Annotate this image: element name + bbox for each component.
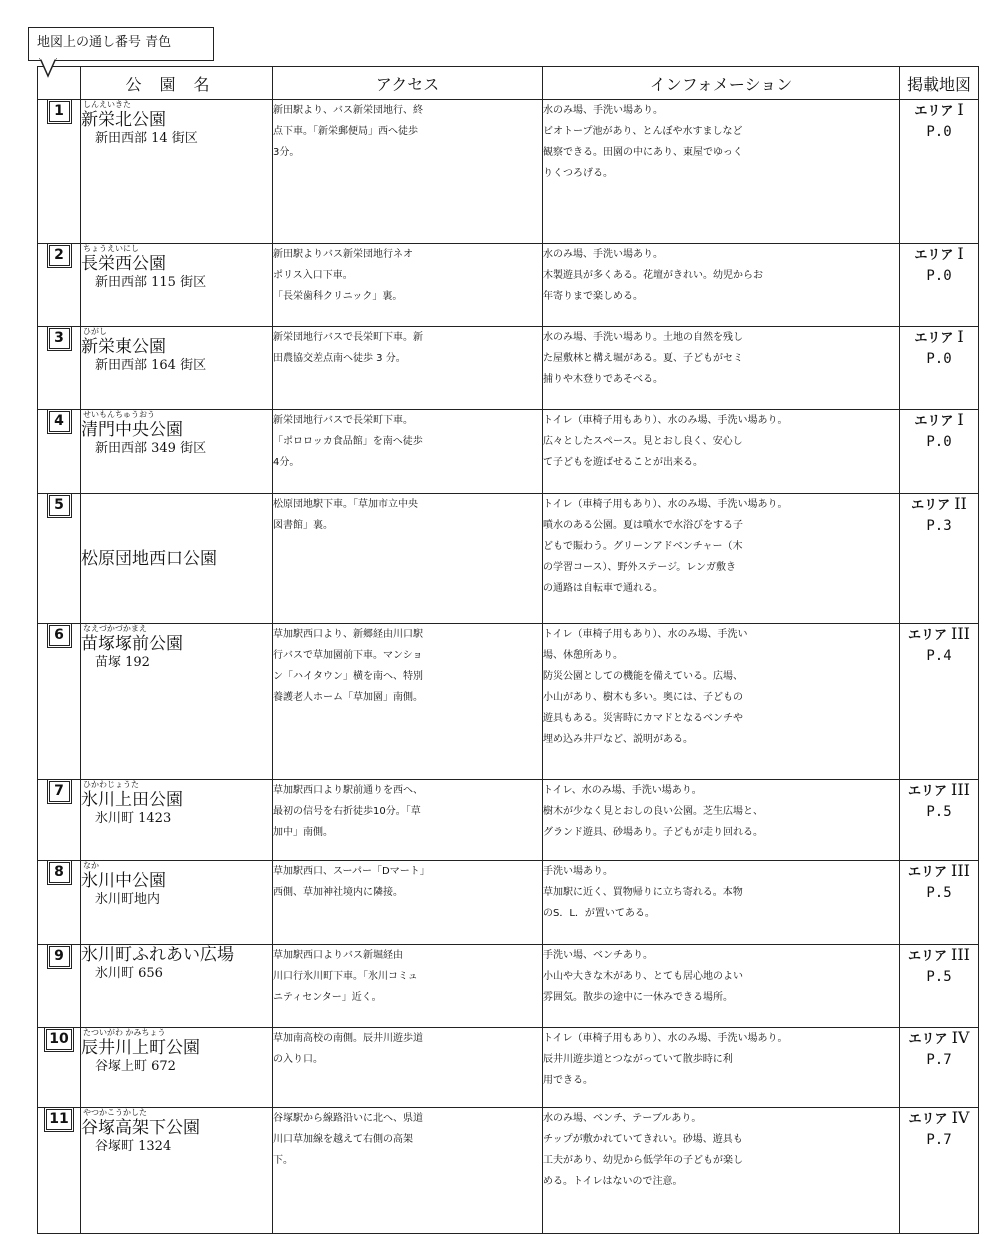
info-cell xyxy=(543,327,900,410)
map-page: P.5 xyxy=(926,885,952,901)
info-line: の学習コース）、野外ステージ。レンガ敷き xyxy=(543,562,737,573)
access-line: 川口行氷川町下車。「氷川コミュ xyxy=(273,971,418,982)
park-name-reading: なえづかづかまえ xyxy=(83,624,147,633)
table-header-row xyxy=(38,67,979,100)
map-number-cell xyxy=(38,945,81,1028)
map-number-badge: 2 xyxy=(49,245,70,266)
info-line: トイレ（車椅子用もあり）、水のみ場、手洗い場あり。 xyxy=(543,415,788,426)
park-name-reading: ちょうえいにし xyxy=(83,244,139,253)
map-number-cell xyxy=(38,861,81,945)
park-address: 新田西部 115 街区 xyxy=(95,275,207,290)
map-number-cell xyxy=(38,244,81,327)
area-label: エリア xyxy=(914,414,954,429)
info-line: て子どもを遊ばせることが出来る。 xyxy=(543,457,703,468)
access-line: 草加駅西口よりバス新堀経由 xyxy=(273,950,403,961)
info-cell xyxy=(543,410,900,494)
table-row xyxy=(38,624,979,780)
info-cell xyxy=(543,244,900,327)
map-number-cell xyxy=(38,100,81,244)
info-line: りくつろげる。 xyxy=(543,168,613,179)
access-line: 草加南高校の南側。辰井川遊歩道 xyxy=(273,1033,423,1044)
info-line: チップが敷かれていてきれい。砂場、遊具も xyxy=(543,1134,743,1145)
access-line: ニティセンター」近く。 xyxy=(273,992,382,1003)
map-page: P.7 xyxy=(926,1132,952,1148)
map-number-badge: 11 xyxy=(46,1109,71,1130)
park-name-cell xyxy=(81,244,273,327)
area-label: エリア xyxy=(914,331,954,346)
area-number: I xyxy=(957,327,964,346)
info-line: ビオトープ池があり、とんぼや水すましなど xyxy=(543,126,743,137)
park-name-cell xyxy=(81,327,273,410)
map-number-cell xyxy=(38,327,81,410)
access-line: 草加駅西口より駅前通りを西へ、 xyxy=(273,785,423,796)
park-address: 苗塚 192 xyxy=(95,655,150,670)
area-number: III xyxy=(951,861,970,880)
info-cell xyxy=(543,945,900,1028)
info-line: 年寄りまで楽しめる。 xyxy=(543,291,643,302)
area-number: III xyxy=(951,624,970,643)
access-line: ン「ハイタウン」横を南へ、特別 xyxy=(273,671,423,682)
map-page: P.0 xyxy=(926,268,952,284)
map-page: P.5 xyxy=(926,804,952,820)
header-access: アクセス xyxy=(273,67,543,100)
park-name-cell xyxy=(81,410,273,494)
map-number-badge: 9 xyxy=(49,946,70,967)
info-line: 広々としたスペース。見とおし良く、安心し xyxy=(543,436,743,447)
area-label: エリア xyxy=(914,104,954,119)
access-line: 養護老人ホーム「草加園」南側。 xyxy=(273,692,423,703)
map-number-cell xyxy=(38,624,81,780)
park-name: 辰井川上町公園 xyxy=(81,1038,200,1058)
access-line: 川口草加線を越えて右側の高架 xyxy=(273,1134,413,1145)
park-address: 新田西部 349 街区 xyxy=(95,441,207,456)
info-line: める。トイレはないので注意。 xyxy=(543,1176,683,1187)
area-label: エリア xyxy=(911,498,951,513)
park-address: 新田西部 164 街区 xyxy=(95,358,207,373)
map-number-badge: 6 xyxy=(49,625,70,646)
map-number-badge: 8 xyxy=(49,862,70,883)
area-label: エリア xyxy=(908,949,948,964)
info-line: 水のみ場、手洗い場あり。 xyxy=(543,249,663,260)
map-number-cell xyxy=(38,494,81,624)
info-cell xyxy=(543,1108,900,1234)
park-address: 新田西部 14 街区 xyxy=(95,131,198,146)
park-name-reading: ひがし xyxy=(83,327,107,336)
access-cell xyxy=(273,100,543,244)
area-number: IV xyxy=(951,1028,970,1047)
info-line: トイレ（車椅子用もあり）、水のみ場、手洗い xyxy=(543,629,748,640)
access-line: 新田駅より、バス新栄団地行、終 xyxy=(273,105,423,116)
info-line: 水のみ場、手洗い場あり。 xyxy=(543,105,663,116)
access-line: の入り口。 xyxy=(273,1054,323,1065)
park-name-reading: ひかわじょうた xyxy=(83,780,139,789)
map-reference-cell xyxy=(900,861,979,945)
header-information: インフォメーション xyxy=(543,67,900,100)
area-label: エリア xyxy=(908,628,948,643)
park-name: 氷川町ふれあい広場 xyxy=(81,945,234,965)
access-cell xyxy=(273,1108,543,1234)
info-line: た屋敷林と構え堀がある。夏、子どもがセミ xyxy=(543,353,743,364)
access-line: 行バスで草加園前下車。マンショ xyxy=(273,650,423,661)
park-address: 谷塚町 1324 xyxy=(95,1139,172,1154)
map-reference-cell xyxy=(900,410,979,494)
info-cell xyxy=(543,494,900,624)
access-line: 松原団地駅下車。「草加市立中央 xyxy=(273,499,418,510)
callout-label: 地図上の通し番号 青色 xyxy=(37,35,172,50)
info-line: トイレ、水のみ場、手洗い場あり。 xyxy=(543,785,702,796)
info-line: 草加駅に近く、買物帰りに立ち寄れる。本物 xyxy=(543,887,743,898)
map-reference-cell xyxy=(900,1028,979,1108)
access-line: 点下車。「新栄郵便局」西へ徒歩 xyxy=(273,126,418,137)
area-number: IV xyxy=(951,1108,970,1127)
access-line: 加中」南側。 xyxy=(273,827,333,838)
map-page: P.5 xyxy=(926,969,952,985)
header-park-name: 公園名 xyxy=(81,67,273,100)
info-line: 手洗い場あり。 xyxy=(543,866,613,877)
table-row xyxy=(38,861,979,945)
park-name: 新栄東公園 xyxy=(81,337,166,357)
park-address: 谷塚上町 672 xyxy=(95,1059,176,1074)
info-line: 場、休憩所あり。 xyxy=(543,650,623,661)
info-line: 工夫があり、幼児から低学年の子どもが楽し xyxy=(543,1155,743,1166)
area-label: エリア xyxy=(908,784,948,799)
table-row xyxy=(38,494,979,624)
access-line: 西側、草加神社境内に隣接。 xyxy=(273,887,403,898)
info-cell xyxy=(543,861,900,945)
info-line: の通路は自転車で通れる。 xyxy=(543,583,663,594)
area-number: I xyxy=(957,244,964,263)
map-reference-cell xyxy=(900,494,979,624)
info-cell xyxy=(543,624,900,780)
area-number: III xyxy=(951,780,970,799)
access-cell xyxy=(273,1028,543,1108)
map-number-cell xyxy=(38,1028,81,1108)
info-line: 樹木が少なく見とおしの良い公園。芝生広場と、 xyxy=(543,806,763,817)
access-line: 草加駅西口より、新郷経由川口駅 xyxy=(273,629,423,640)
map-page: P.0 xyxy=(926,434,952,450)
info-line: 埋め込み井戸など、説明がある。 xyxy=(543,734,693,745)
map-number-cell xyxy=(38,1108,81,1234)
map-page: P.0 xyxy=(926,124,952,140)
table-row xyxy=(38,244,979,327)
park-name: 苗塚塚前公園 xyxy=(81,634,183,654)
map-page: P.4 xyxy=(926,648,952,664)
map-number-cell xyxy=(38,410,81,494)
map-reference-cell xyxy=(900,327,979,410)
park-name: 松原団地西口公園 xyxy=(81,548,217,569)
map-page: P.3 xyxy=(926,518,952,534)
access-cell xyxy=(273,410,543,494)
header-map: 掲載地図 xyxy=(900,67,979,100)
info-cell xyxy=(543,100,900,244)
info-line: トイレ（車椅子用もあり）、水のみ場、手洗い場あり。 xyxy=(543,499,788,510)
info-line: 水のみ場、ベンチ、テーブルあり。 xyxy=(543,1113,702,1124)
access-cell xyxy=(273,244,543,327)
access-cell xyxy=(273,494,543,624)
access-line: 草加駅西口、スーパー「Dマート」 xyxy=(273,866,430,877)
table-row xyxy=(38,1028,979,1108)
map-reference-cell xyxy=(900,945,979,1028)
park-name-cell xyxy=(81,494,273,624)
park-name: 谷塚高架下公園 xyxy=(81,1118,200,1138)
info-line: 辰井川遊歩道とつながっていて散歩時に利 xyxy=(543,1054,733,1065)
info-line: トイレ（車椅子用もあり）、水のみ場、手洗い場あり。 xyxy=(543,1033,788,1044)
access-cell xyxy=(273,945,543,1028)
park-name-reading: やつかこうかした xyxy=(83,1108,147,1117)
park-address: 氷川町 1423 xyxy=(95,811,172,826)
info-cell xyxy=(543,780,900,861)
park-name-cell xyxy=(81,780,273,861)
info-line: 捕りや木登りであそべる。 xyxy=(543,374,663,385)
table-row xyxy=(38,780,979,861)
info-line: 小山や大きな木があり、とても居心地のよい xyxy=(543,971,743,982)
map-number-badge: 7 xyxy=(49,781,70,802)
access-line: 下。 xyxy=(273,1155,293,1166)
park-table xyxy=(37,66,979,1234)
info-line: 手洗い場、ベンチあり。 xyxy=(543,950,653,961)
area-label: エリア xyxy=(908,865,948,880)
area-number: III xyxy=(951,945,970,964)
map-number-callout xyxy=(28,27,214,61)
map-number-badge: 10 xyxy=(46,1029,71,1050)
access-line: 最初の信号を右折徒歩10分。「草 xyxy=(273,806,421,817)
info-line: 水のみ場、手洗い場あり。土地の自然を残し xyxy=(543,332,743,343)
map-number-badge: 1 xyxy=(49,101,70,122)
access-line: ポリス入口下車。 xyxy=(273,270,353,281)
park-name: 清門中央公園 xyxy=(81,420,183,440)
map-page: P.7 xyxy=(926,1052,952,1068)
park-name-cell xyxy=(81,1108,273,1234)
info-line: 噴水のある公園。夏は噴水で水浴びをする子 xyxy=(543,520,743,531)
park-name-reading: なか xyxy=(83,861,99,870)
info-line: 雰囲気。散歩の途中に一休みできる場所。 xyxy=(543,992,733,1003)
map-reference-cell xyxy=(900,624,979,780)
map-reference-cell xyxy=(900,1108,979,1234)
table-row xyxy=(38,100,979,244)
park-name-cell xyxy=(81,861,273,945)
map-reference-cell xyxy=(900,100,979,244)
area-label: エリア xyxy=(908,1112,948,1127)
area-label: エリア xyxy=(914,248,954,263)
access-line: 新栄団地行バスで長栄町下車。 xyxy=(273,415,413,426)
area-number: I xyxy=(957,100,964,119)
access-cell xyxy=(273,861,543,945)
map-reference-cell xyxy=(900,244,979,327)
area-number: II xyxy=(954,494,967,513)
access-line: 図書館」裏。 xyxy=(273,520,333,531)
area-number: I xyxy=(957,410,964,429)
access-line: 田農協交差点南へ徒歩 3 分。 xyxy=(273,353,406,364)
map-number-badge: 5 xyxy=(49,495,70,516)
info-line: のS．L．が置いてある。 xyxy=(543,908,655,919)
info-line: 用できる。 xyxy=(543,1075,593,1086)
callout-tail-icon xyxy=(38,58,68,78)
access-cell xyxy=(273,624,543,780)
park-name-reading: たついがわ かみちょう xyxy=(83,1028,166,1037)
table-row xyxy=(38,1108,979,1234)
map-number-cell xyxy=(38,780,81,861)
park-name: 氷川中公園 xyxy=(81,871,166,891)
access-line: 4分。 xyxy=(273,457,300,468)
access-cell xyxy=(273,780,543,861)
access-line: 3分。 xyxy=(273,147,300,158)
map-number-badge: 3 xyxy=(49,328,70,349)
access-line: 「ポロロッカ食品館」を南へ徒歩 xyxy=(273,436,423,447)
info-line: どもで賑わう。グリーンアドベンチャー（木 xyxy=(543,541,743,552)
table-row xyxy=(38,410,979,494)
park-name: 氷川上田公園 xyxy=(81,790,183,810)
info-cell xyxy=(543,1028,900,1108)
access-line: 「長栄歯科クリニック」裏。 xyxy=(273,291,403,302)
table-row xyxy=(38,945,979,1028)
access-line: 新田駅よりバス新栄団地行ネオ xyxy=(273,249,413,260)
info-line: グランド遊具、砂場あり。子どもが走り回れる。 xyxy=(543,827,763,838)
info-line: 防災公園としての機能を備えている。広場、 xyxy=(543,671,743,682)
access-cell xyxy=(273,327,543,410)
map-page: P.0 xyxy=(926,351,952,367)
park-address: 氷川町地内 xyxy=(95,892,161,907)
info-line: 遊具もある。災害時にカマドとなるベンチや xyxy=(543,713,743,724)
park-name-cell xyxy=(81,945,273,1028)
map-reference-cell xyxy=(900,780,979,861)
area-label: エリア xyxy=(908,1032,948,1047)
park-name-cell xyxy=(81,624,273,780)
table-row xyxy=(38,327,979,410)
access-line: 新栄団地行バスで長栄町下車。新 xyxy=(273,332,423,343)
park-name-cell xyxy=(81,1028,273,1108)
park-name: 新栄北公園 xyxy=(81,110,166,130)
info-line: 小山があり、樹木も多い。奥には、子どもの xyxy=(543,692,743,703)
park-name: 長栄西公園 xyxy=(81,254,166,274)
info-line: 木製遊具が多くある。花壇がきれい。幼児からお xyxy=(543,270,763,281)
info-line: 観察できる。田園の中にあり、東屋でゆっく xyxy=(543,147,743,158)
park-address: 氷川町 656 xyxy=(95,966,163,981)
map-number-badge: 4 xyxy=(49,411,70,432)
park-name-reading: しんえいきた xyxy=(83,100,131,109)
park-name-reading: せいもんちゅうおう xyxy=(83,410,155,419)
park-name-cell xyxy=(81,100,273,244)
access-line: 谷塚駅から線路沿いに北へ、県道 xyxy=(273,1113,423,1124)
